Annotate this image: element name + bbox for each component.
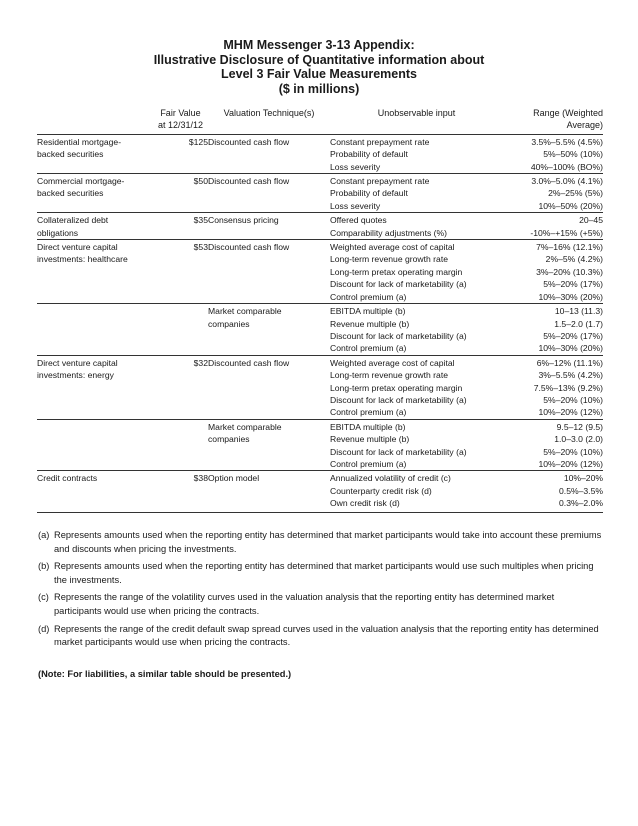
range-value-line: 7%–16% (12.1%) bbox=[536, 242, 603, 253]
footnote-text: Represents amounts used when the reporting entity has determined that market participants would use such multiples when pricing the investments. bbox=[54, 561, 594, 585]
unobservable-input-line: Long-term revenue growth rate bbox=[330, 370, 448, 381]
footnote bbox=[38, 529, 604, 556]
range-value-line: 2%–25% (5%) bbox=[548, 188, 603, 199]
empty-cell bbox=[37, 419, 153, 471]
range-value-line: 6%–12% (11.1%) bbox=[536, 357, 603, 368]
table-row bbox=[37, 240, 603, 304]
unobservable-input-line: Probability of default bbox=[330, 149, 408, 160]
unobservable-input bbox=[330, 213, 503, 240]
range-value bbox=[503, 174, 603, 213]
range-value-line: -10%–+15% (+5%) bbox=[530, 227, 603, 238]
footnote bbox=[38, 591, 604, 618]
header-technique: Valuation Technique(s) bbox=[223, 108, 315, 118]
page-title bbox=[0, 38, 638, 96]
range-value-line: 2%–5% (4.2%) bbox=[545, 254, 603, 265]
unobservable-input-line: Weighted average cost of capital bbox=[330, 242, 455, 253]
title-line-4: ($ in millions) bbox=[278, 81, 360, 96]
unobservable-input-line: Discount for lack of marketability (a) bbox=[330, 446, 467, 457]
valuation-technique-line: Discounted cash flow bbox=[208, 242, 290, 253]
instrument-name bbox=[37, 134, 153, 173]
footnotes bbox=[38, 529, 604, 654]
unobservable-input-line: Loss severity bbox=[330, 200, 381, 211]
footnote-tag: (b) bbox=[38, 561, 50, 572]
fair-value-table bbox=[37, 107, 603, 513]
range-value-line: 10%–30% (20%) bbox=[538, 291, 603, 302]
unobservable-input-line: Annualized volatility of credit (c) bbox=[330, 473, 451, 484]
valuation-technique bbox=[208, 240, 330, 304]
range-value-line: 5%–20% (10%) bbox=[543, 446, 603, 457]
range-value-line: 10–13 (11.3) bbox=[554, 306, 603, 317]
table-body bbox=[37, 134, 603, 512]
title-line-2: Illustrative Disclosure of Quantitative information about bbox=[153, 52, 485, 67]
instrument-name-line: Commercial mortgage- bbox=[37, 176, 125, 187]
title-line-1: MHM Messenger 3-13 Appendix: bbox=[223, 38, 415, 52]
unobservable-input bbox=[330, 240, 503, 304]
instrument-name-line: Direct venture capital bbox=[37, 242, 118, 253]
unobservable-input-line: Constant prepayment rate bbox=[330, 176, 430, 187]
unobservable-input-line: Probability of default bbox=[330, 188, 408, 199]
table-header-row bbox=[37, 107, 603, 134]
range-value-line: 1.5–2.0 (1.7) bbox=[554, 318, 603, 329]
valuation-technique-line: Discounted cash flow bbox=[208, 136, 290, 147]
header-fair-value: Fair Value at 12/31/12 bbox=[157, 108, 204, 131]
range-value-line: 10%–20% bbox=[563, 473, 603, 484]
unobservable-input-line: Offered quotes bbox=[330, 215, 387, 226]
header-input: Unobservable input bbox=[377, 108, 456, 118]
instrument-name-line: Credit contracts bbox=[37, 473, 98, 484]
valuation-technique-line: companies bbox=[208, 434, 250, 445]
header-range: Range (Weighted Average) bbox=[533, 108, 603, 131]
unobservable-input-line: Control premium (a) bbox=[330, 291, 407, 302]
unobservable-input-line: Constant prepayment rate bbox=[330, 136, 430, 147]
valuation-technique-line: Market comparable bbox=[208, 306, 282, 317]
unobservable-input-line: Control premium (a) bbox=[330, 458, 407, 469]
fair-value-amount: $35 bbox=[153, 213, 208, 240]
range-value-line: 5%–20% (17%) bbox=[543, 279, 603, 290]
footnote bbox=[38, 560, 604, 587]
instrument-name-line: investments: healthcare bbox=[37, 254, 128, 265]
fair-value-amount: $53 bbox=[153, 240, 208, 304]
unobservable-input bbox=[330, 471, 503, 512]
range-value-line: 5%–20% (17%) bbox=[543, 330, 603, 341]
range-value-line: 10%–30% (20%) bbox=[538, 343, 603, 354]
unobservable-input bbox=[330, 419, 503, 471]
valuation-technique-line: Discounted cash flow bbox=[208, 357, 290, 368]
footnote bbox=[38, 623, 604, 650]
range-value-line: 3%–20% (10.3%) bbox=[536, 266, 603, 277]
range-value-line: 10%–20% (12%) bbox=[538, 407, 603, 418]
unobservable-input-line: Long-term revenue growth rate bbox=[330, 254, 448, 265]
valuation-technique bbox=[208, 471, 330, 512]
unobservable-input-line: EBITDA multiple (b) bbox=[330, 306, 406, 317]
instrument-name bbox=[37, 174, 153, 213]
range-value bbox=[503, 471, 603, 512]
valuation-technique bbox=[208, 419, 330, 471]
unobservable-input-line: Discount for lack of marketability (a) bbox=[330, 279, 467, 290]
instrument-name-line: Direct venture capital bbox=[37, 357, 118, 368]
range-value bbox=[503, 134, 603, 173]
footnote-text: Represents amounts used when the reporting entity has determined that market participants would take into account these premiums and discounts when pricing the investments. bbox=[54, 530, 602, 554]
valuation-technique bbox=[208, 213, 330, 240]
table-row bbox=[37, 174, 603, 213]
instrument-name-line: investments: energy bbox=[37, 370, 114, 381]
instrument-name-line: Collateralized debt bbox=[37, 215, 109, 226]
unobservable-input-line: Revenue multiple (b) bbox=[330, 434, 410, 445]
table-row bbox=[37, 213, 603, 240]
table-row bbox=[37, 304, 603, 356]
range-value-line: 20–45 bbox=[579, 215, 603, 226]
table-row bbox=[37, 355, 603, 419]
empty-cell bbox=[153, 419, 208, 471]
unobservable-input-line: Comparability adjustments (%) bbox=[330, 227, 448, 238]
range-value-line: 9.5–12 (9.5) bbox=[556, 421, 603, 432]
instrument-name-line: obligations bbox=[37, 227, 79, 238]
valuation-technique-line: Market comparable bbox=[208, 421, 282, 432]
instrument-name bbox=[37, 240, 153, 304]
range-value-line: 3%–5.5% (4.2%) bbox=[538, 370, 603, 381]
unobservable-input-line: Counterparty credit risk (d) bbox=[330, 485, 432, 496]
valuation-technique-line: Discounted cash flow bbox=[208, 176, 290, 187]
header-blank bbox=[37, 107, 153, 134]
valuation-technique bbox=[208, 355, 330, 419]
fair-value-amount: $32 bbox=[153, 355, 208, 419]
unobservable-input bbox=[330, 355, 503, 419]
table-row bbox=[37, 419, 603, 471]
instrument-name-line: backed securities bbox=[37, 188, 104, 199]
footnote-text: Represents the range of the volatility curves used in the valuation analysis that the reporting entity has determined market participants would use when pricing the contracts. bbox=[54, 592, 555, 616]
unobservable-input-line: Long-term pretax operating margin bbox=[330, 266, 463, 277]
instrument-name bbox=[37, 355, 153, 419]
range-value-line: 7.5%–13% (9.2%) bbox=[533, 382, 603, 393]
unobservable-input bbox=[330, 174, 503, 213]
range-value bbox=[503, 355, 603, 419]
footnote-tag: (d) bbox=[38, 623, 50, 634]
footnote-tag: (a) bbox=[38, 530, 50, 540]
range-value bbox=[503, 304, 603, 356]
unobservable-input-line: Revenue multiple (b) bbox=[330, 318, 410, 329]
valuation-technique-line: Consensus pricing bbox=[208, 215, 279, 226]
unobservable-input-line: Long-term pretax operating margin bbox=[330, 382, 463, 393]
range-value-line: 5%–50% (10%) bbox=[543, 149, 603, 160]
liabilities-note: (Note: For liabilities, a similar table should be presented.) bbox=[38, 669, 292, 679]
instrument-name bbox=[37, 471, 153, 512]
unobservable-input-line: Control premium (a) bbox=[330, 343, 407, 354]
valuation-technique-line: Option model bbox=[208, 473, 260, 484]
unobservable-input-line: Control premium (a) bbox=[330, 407, 407, 418]
range-value bbox=[503, 213, 603, 240]
range-value-line: 3.0%–5.0% (4.1%) bbox=[531, 176, 603, 187]
instrument-name bbox=[37, 213, 153, 240]
fair-value-amount: $38 bbox=[153, 471, 208, 512]
range-value-line: 10%–50% (20%) bbox=[538, 200, 603, 211]
empty-cell bbox=[37, 304, 153, 356]
unobservable-input-line: Own credit risk (d) bbox=[330, 498, 400, 509]
valuation-technique bbox=[208, 174, 330, 213]
unobservable-input-line: Weighted average cost of capital bbox=[330, 357, 455, 368]
fair-value-amount: $125 bbox=[153, 134, 208, 173]
empty-cell bbox=[153, 304, 208, 356]
range-value-line: 1.0–3.0 (2.0) bbox=[554, 434, 603, 445]
valuation-technique bbox=[208, 304, 330, 356]
unobservable-input bbox=[330, 304, 503, 356]
unobservable-input-line: Discount for lack of marketability (a) bbox=[330, 394, 467, 405]
valuation-technique bbox=[208, 134, 330, 173]
fair-value-amount: $50 bbox=[153, 174, 208, 213]
instrument-name-line: Residential mortgage- bbox=[37, 136, 122, 147]
range-value-line: 0.3%–2.0% bbox=[559, 498, 603, 509]
range-value-line: 40%–100% (BO%) bbox=[530, 161, 603, 172]
instrument-name-line: backed securities bbox=[37, 149, 104, 160]
table-row bbox=[37, 134, 603, 173]
unobservable-input bbox=[330, 134, 503, 173]
unobservable-input-line: Discount for lack of marketability (a) bbox=[330, 330, 467, 341]
footnote-tag: (c) bbox=[38, 592, 49, 603]
range-value-line: 0.5%–3.5% bbox=[559, 485, 603, 496]
footnote-text: Represents the range of the credit default swap spread curves used in the valuation analysis that the reporting entity has determined market participants would use when pricing the contracts. bbox=[54, 623, 599, 648]
title-line-3: Level 3 Fair Value Measurements bbox=[221, 67, 417, 81]
range-value-line: 10%–20% (12%) bbox=[538, 458, 603, 469]
valuation-technique-line: companies bbox=[208, 318, 250, 329]
unobservable-input-line: EBITDA multiple (b) bbox=[330, 421, 406, 432]
range-value-line: 5%–20% (10%) bbox=[543, 394, 603, 405]
range-value bbox=[503, 419, 603, 471]
range-value-line: 3.5%–5.5% (4.5%) bbox=[531, 136, 603, 147]
range-value bbox=[503, 240, 603, 304]
unobservable-input-line: Loss severity bbox=[330, 161, 381, 172]
table-row bbox=[37, 471, 603, 512]
